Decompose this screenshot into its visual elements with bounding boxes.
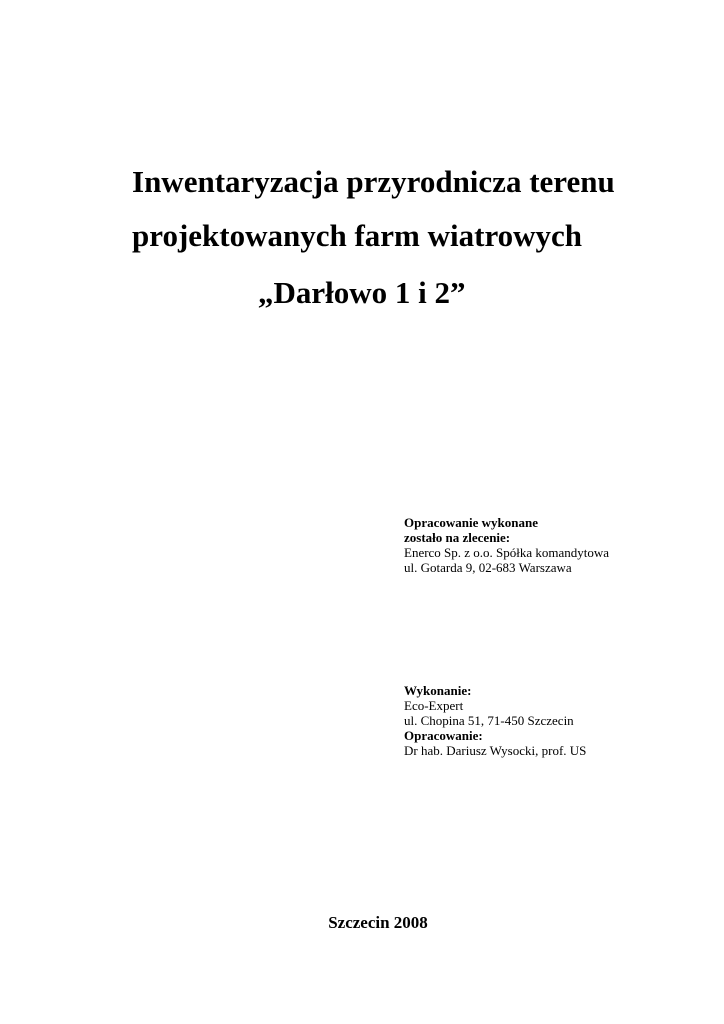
contractor-address: ul. Chopina 51, 71-450 Szczecin: [404, 713, 574, 728]
execution-block: [404, 683, 586, 758]
client-name: Enerco Sp. z o.o. Spółka komandytowa: [404, 545, 610, 560]
execution-heading: Wykonanie:: [404, 683, 472, 698]
document-title-line-2: projektowanych farm wiatrowych: [132, 218, 583, 253]
commission-heading-line-1: Opracowanie wykonane: [404, 515, 538, 530]
client-address: ul. Gotarda 9, 02-683 Warszawa: [404, 560, 572, 575]
document-title-line-3: „Darłowo 1 i 2”: [258, 275, 466, 310]
author-name: Dr hab. Dariusz Wysocki, prof. US: [404, 743, 587, 758]
document-title-line-1: Inwentaryzacja przyrodnicza terenu: [132, 164, 615, 199]
author-heading: Opracowanie:: [404, 728, 483, 743]
place-and-year: Szczecin 2008: [328, 913, 428, 932]
contractor-name: Eco-Expert: [404, 698, 464, 713]
commission-heading-line-2: zostało na zlecenie:: [404, 530, 511, 545]
commission-block: [404, 515, 609, 575]
